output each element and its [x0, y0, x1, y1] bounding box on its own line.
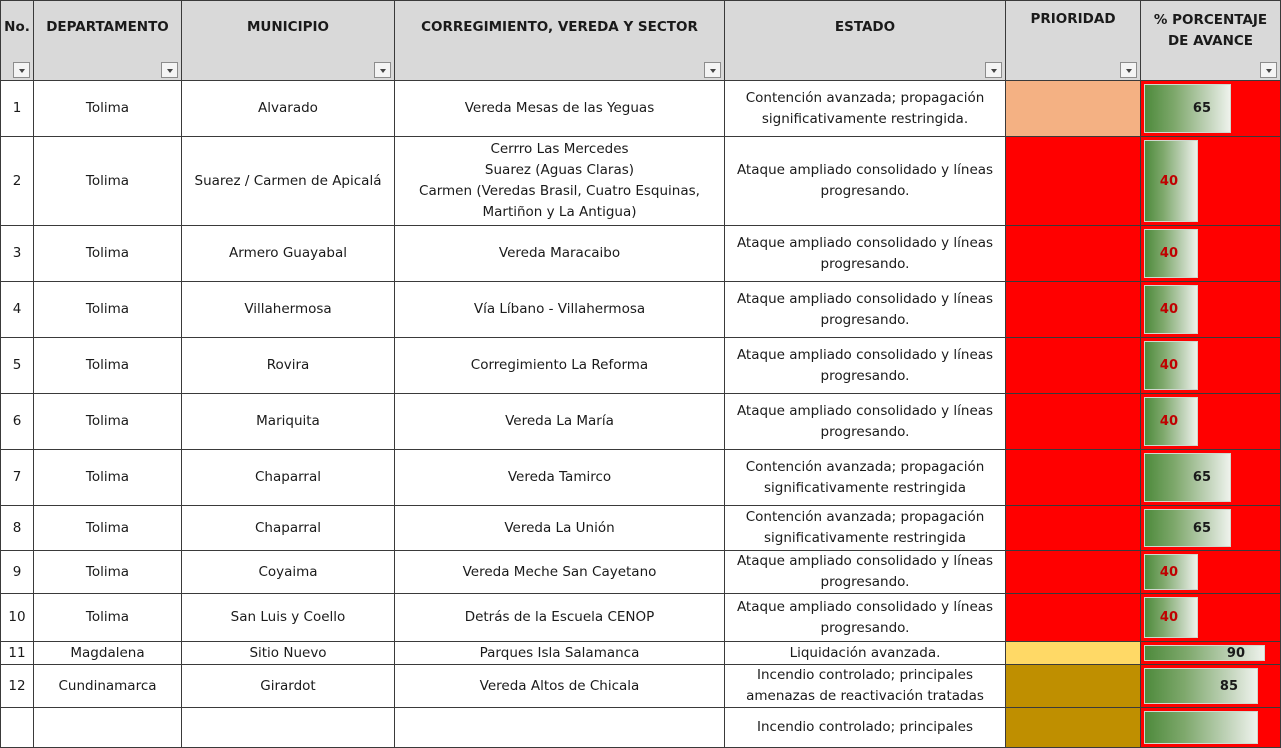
cell-sector[interactable]: [395, 642, 725, 665]
cell-departamento[interactable]: [34, 137, 182, 226]
table-row: [1, 226, 1281, 282]
cell-departamento[interactable]: [34, 394, 182, 450]
filter-dropdown-icon[interactable]: [161, 62, 178, 78]
table-body: [1, 81, 1281, 748]
header-estado: [725, 1, 1006, 81]
avance-value: 40: [1159, 610, 1178, 625]
cell-no[interactable]: [1, 394, 34, 450]
cell-estado-line: progresando.: [820, 423, 910, 440]
cell-estado[interactable]: [725, 642, 1006, 665]
cell-departamento[interactable]: [34, 450, 182, 506]
cell-sector-line: Vía Líbano - Villahermosa: [473, 301, 646, 317]
cell-estado[interactable]: [725, 81, 1006, 137]
cell-municipio-text: Coyaima: [258, 563, 318, 580]
header-no-label: No.: [4, 19, 30, 35]
cell-estado-line: amenazas de reactivación tratadas: [746, 688, 984, 704]
cell-avance[interactable]: [1141, 282, 1281, 338]
cell-estado[interactable]: [725, 226, 1006, 282]
cell-municipio[interactable]: [182, 665, 395, 708]
avance-value: 40: [1159, 173, 1178, 189]
cell-avance[interactable]: [1141, 338, 1281, 394]
header-prioridad: [1006, 1, 1141, 81]
cell-municipio-text: Mariquita: [256, 413, 320, 429]
cell-estado[interactable]: [725, 506, 1006, 551]
cell-sector[interactable]: [395, 506, 725, 551]
avance-value: [1144, 708, 1258, 747]
cell-estado[interactable]: [725, 137, 1006, 226]
header-no: [1, 1, 34, 81]
cell-estado-line: significativamente restringida: [764, 479, 966, 496]
cell-municipio[interactable]: [182, 338, 395, 394]
table-row: [1, 506, 1281, 551]
cell-municipio-text: Armero Guayabal: [229, 245, 347, 261]
cell-departamento[interactable]: [34, 226, 182, 282]
cell-sector[interactable]: [395, 708, 725, 748]
cell-prioridad[interactable]: [1006, 282, 1141, 338]
cell-no[interactable]: [1, 665, 34, 708]
cell-estado-line: Ataque ampliado consolidado y líneas: [736, 553, 994, 569]
cell-avance[interactable]: [1141, 226, 1281, 282]
cell-no[interactable]: [1, 708, 34, 748]
cell-sector[interactable]: [395, 665, 725, 708]
cell-no[interactable]: [1, 594, 34, 642]
cell-estado-line: Incendio controlado; principales: [757, 719, 973, 735]
cell-municipio-text: San Luis y Coello: [230, 609, 346, 625]
filter-dropdown-icon[interactable]: [1260, 62, 1277, 78]
cell-departamento[interactable]: [34, 708, 182, 748]
cell-departamento-text: Tolima: [85, 609, 130, 625]
cell-avance[interactable]: [1141, 708, 1281, 748]
table-row: [1, 282, 1281, 338]
table-row: [1, 450, 1281, 506]
cell-departamento[interactable]: [34, 665, 182, 708]
header-avance-label: % PORCENTAJE DE AVANCE: [1153, 12, 1268, 49]
cell-estado-line: progresando.: [820, 367, 910, 384]
cell-no-text: 11: [8, 644, 26, 661]
cell-sector[interactable]: [395, 226, 725, 282]
cell-sector[interactable]: [395, 450, 725, 506]
cell-prioridad[interactable]: [1006, 226, 1141, 282]
header-municipio: [182, 1, 395, 81]
table-row: [1, 394, 1281, 450]
cell-municipio[interactable]: [182, 551, 395, 594]
avance-value: 65: [1192, 520, 1211, 536]
cell-municipio-text: Chaparral: [255, 469, 321, 485]
cell-sector-line: Vereda Maracaibo: [498, 245, 621, 261]
cell-avance[interactable]: [1141, 394, 1281, 450]
cell-departamento-text: Tolima: [85, 469, 130, 485]
cell-prioridad[interactable]: [1006, 708, 1141, 748]
table-row: [1, 81, 1281, 137]
avance-value: 40: [1159, 564, 1178, 580]
cell-no[interactable]: [1, 506, 34, 551]
cell-no-text: 1: [12, 100, 22, 116]
cell-estado-line: Ataque ampliado consolidado y líneas: [736, 598, 994, 615]
cell-no-text: 9: [12, 563, 22, 580]
cell-prioridad[interactable]: [1006, 551, 1141, 594]
cell-avance[interactable]: [1141, 594, 1281, 642]
filter-dropdown-icon[interactable]: [374, 62, 391, 78]
cell-estado-line: Ataque ampliado consolidado y líneas: [736, 346, 994, 363]
cell-sector-line: Vereda Altos de Chicala: [479, 677, 640, 694]
cell-estado-line: progresando.: [820, 255, 910, 272]
cell-no-text: 10: [8, 609, 26, 625]
filter-dropdown-icon[interactable]: [13, 62, 30, 78]
avance-value: 65: [1192, 101, 1211, 116]
cell-municipio[interactable]: [182, 642, 395, 665]
cell-municipio[interactable]: [182, 137, 395, 226]
cell-municipio-text: Rovira: [266, 357, 310, 373]
cell-avance[interactable]: [1141, 551, 1281, 594]
filter-dropdown-icon[interactable]: [1120, 62, 1137, 78]
cell-municipio-text: Alvarado: [258, 100, 318, 116]
cell-departamento[interactable]: [34, 282, 182, 338]
cell-sector-line: Corregimiento La Reforma: [470, 357, 649, 373]
cell-estado-line: significativamente restringida.: [761, 110, 969, 127]
cell-sector[interactable]: [395, 282, 725, 338]
cell-prioridad[interactable]: [1006, 642, 1141, 665]
cell-departamento-text: Tolima: [85, 413, 130, 429]
cell-departamento-text: Magdalena: [70, 644, 145, 661]
cell-departamento-text: Tolima: [85, 100, 130, 116]
cell-departamento[interactable]: [34, 506, 182, 551]
table-row: [1, 642, 1281, 665]
cell-no[interactable]: [1, 450, 34, 506]
cell-no-text: 6: [12, 413, 22, 429]
header-departamento-label: DEPARTAMENTO: [46, 19, 169, 35]
cell-municipio-text: Villahermosa: [244, 301, 332, 317]
cell-sector-line: Suarez (Aguas Claras): [484, 162, 635, 178]
header-avance: [1141, 1, 1281, 81]
avance-value: 40: [1159, 414, 1178, 429]
table-row: [1, 338, 1281, 394]
cell-departamento-text: Tolima: [85, 172, 130, 189]
cell-municipio[interactable]: [182, 708, 395, 748]
filter-dropdown-icon[interactable]: [985, 62, 1002, 78]
cell-avance[interactable]: [1141, 506, 1281, 551]
cell-estado-line: Ataque ampliado consolidado y líneas: [736, 162, 994, 178]
header-estado-label: ESTADO: [834, 19, 896, 35]
table-row: [1, 594, 1281, 642]
cell-estado[interactable]: [725, 708, 1006, 748]
cell-municipio[interactable]: [182, 594, 395, 642]
cell-estado-line: Incendio controlado; principales: [757, 667, 973, 683]
cell-prioridad[interactable]: [1006, 594, 1141, 642]
cell-prioridad[interactable]: [1006, 665, 1141, 708]
cell-departamento-text: Tolima: [85, 563, 130, 580]
avance-value: 90: [1226, 645, 1245, 661]
cell-estado-line: Contención avanzada; propagación: [745, 509, 985, 525]
cell-estado-line: Contención avanzada; propagación: [745, 89, 985, 106]
table-row: [1, 665, 1281, 708]
cell-estado-line: progresando.: [820, 311, 910, 328]
cell-avance[interactable]: [1141, 642, 1281, 665]
cell-estado[interactable]: [725, 665, 1006, 708]
cell-sector-line: Cerrro Las Mercedes: [490, 141, 629, 157]
cell-sector-line: Carmen (Veredas Brasil, Cuatro Esquinas,: [419, 183, 700, 199]
cell-municipio-text: Girardot: [260, 677, 316, 694]
cell-departamento[interactable]: [34, 642, 182, 665]
cell-no-text: 7: [12, 469, 22, 485]
avance-value: 65: [1192, 470, 1211, 485]
cell-estado-line: Contención avanzada; propagación: [745, 458, 985, 475]
cell-no-text: 12: [8, 677, 26, 694]
cell-departamento[interactable]: [34, 551, 182, 594]
cell-avance[interactable]: [1141, 137, 1281, 226]
cell-departamento-text: Tolima: [85, 245, 130, 261]
cell-estado[interactable]: [725, 394, 1006, 450]
cell-departamento[interactable]: [34, 81, 182, 137]
cell-no[interactable]: [1, 551, 34, 594]
cell-estado-line: progresando.: [820, 183, 910, 199]
cell-sector[interactable]: [395, 594, 725, 642]
cell-departamento-text: Tolima: [85, 357, 130, 373]
cell-avance[interactable]: [1141, 81, 1281, 137]
cell-prioridad[interactable]: [1006, 450, 1141, 506]
cell-sector[interactable]: [395, 394, 725, 450]
cell-sector[interactable]: [395, 551, 725, 594]
cell-departamento[interactable]: [34, 594, 182, 642]
cell-municipio[interactable]: [182, 226, 395, 282]
cell-municipio[interactable]: [182, 506, 395, 551]
table-row: [1, 708, 1281, 748]
cell-municipio[interactable]: [182, 81, 395, 137]
cell-no[interactable]: [1, 338, 34, 394]
cell-no-text: 4: [12, 301, 22, 317]
cell-no-text: 3: [12, 245, 22, 261]
cell-municipio-text: Chaparral: [255, 519, 321, 536]
cell-estado[interactable]: [725, 338, 1006, 394]
header-sector: [395, 1, 725, 81]
cell-no-text: 8: [12, 519, 22, 536]
cell-sector-line: Martiñon y La Antigua): [482, 204, 637, 220]
avance-value: 40: [1159, 302, 1178, 317]
avance-value: 40: [1159, 246, 1178, 261]
cell-no[interactable]: [1, 642, 34, 665]
header-municipio-label: MUNICIPIO: [246, 19, 330, 35]
header-sector-label: CORREGIMIENTO, VEREDA Y SECTOR: [421, 19, 698, 35]
cell-sector-line: Vereda La Unión: [504, 519, 615, 536]
cell-prioridad[interactable]: [1006, 506, 1141, 551]
cell-departamento-text: Tolima: [85, 519, 130, 536]
cell-avance[interactable]: [1141, 450, 1281, 506]
cell-sector[interactable]: [395, 338, 725, 394]
cell-no[interactable]: [1, 226, 34, 282]
cell-sector-line: Vereda Tamirco: [507, 469, 612, 485]
cell-avance[interactable]: [1141, 665, 1281, 708]
cell-estado-line: progresando.: [820, 574, 910, 590]
header-prioridad-label: PRIORIDAD: [1030, 11, 1116, 27]
cell-sector[interactable]: [395, 137, 725, 226]
cell-no-text: 5: [12, 357, 22, 373]
cell-departamento-text: Cundinamarca: [58, 677, 157, 694]
cell-estado[interactable]: [725, 594, 1006, 642]
cell-prioridad[interactable]: [1006, 137, 1141, 226]
cell-no[interactable]: [1, 81, 34, 137]
cell-estado-line: Ataque ampliado consolidado y líneas: [736, 402, 994, 419]
cell-municipio-text: Sitio Nuevo: [249, 644, 327, 661]
cell-prioridad[interactable]: [1006, 338, 1141, 394]
cell-sector-line: Parques Isla Salamanca: [479, 644, 640, 661]
cell-sector-line: Vereda La María: [505, 413, 614, 429]
cell-prioridad[interactable]: [1006, 394, 1141, 450]
cell-estado[interactable]: [725, 551, 1006, 594]
filter-dropdown-icon[interactable]: [704, 62, 721, 78]
table-row: [1, 137, 1281, 226]
cell-sector-line: Vereda Mesas de las Yeguas: [464, 100, 655, 116]
cell-municipio[interactable]: [182, 394, 395, 450]
cell-no[interactable]: [1, 137, 34, 226]
cell-departamento[interactable]: [34, 338, 182, 394]
cell-departamento-text: Tolima: [85, 301, 130, 317]
cell-sector-line: Vereda Meche San Cayetano: [462, 563, 657, 580]
cell-municipio[interactable]: [182, 282, 395, 338]
header-departamento: [34, 1, 182, 81]
cell-sector-line: Detrás de la Escuela CENOP: [464, 609, 655, 625]
cell-estado-line: significativamente restringida: [764, 530, 966, 546]
avance-value: 85: [1219, 678, 1238, 694]
cell-estado-line: Ataque ampliado consolidado y líneas: [736, 234, 994, 251]
cell-estado-line: Liquidación avanzada.: [789, 644, 941, 661]
cell-sector[interactable]: [395, 81, 725, 137]
avance-value: 40: [1159, 358, 1178, 373]
cell-estado-line: progresando.: [820, 619, 910, 636]
cell-estado[interactable]: [725, 282, 1006, 338]
cell-municipio[interactable]: [182, 450, 395, 506]
cell-no[interactable]: [1, 282, 34, 338]
cell-municipio-text: Suarez / Carmen de Apicalá: [194, 172, 382, 189]
cell-no-text: 2: [12, 172, 22, 189]
header-row: [1, 1, 1281, 81]
cell-estado-line: Ataque ampliado consolidado y líneas: [736, 290, 994, 307]
cell-prioridad[interactable]: [1006, 81, 1141, 137]
table-row: [1, 551, 1281, 594]
cell-estado[interactable]: [725, 450, 1006, 506]
